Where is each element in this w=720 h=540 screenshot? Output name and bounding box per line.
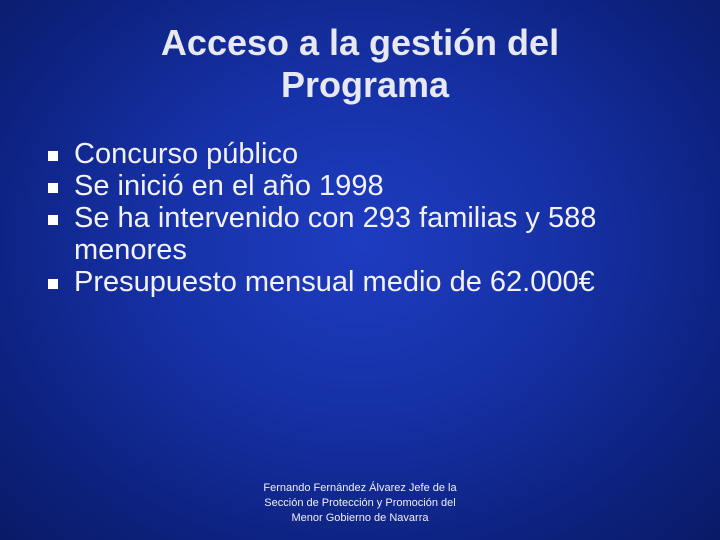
square-bullet-icon bbox=[48, 215, 58, 225]
square-bullet-icon bbox=[48, 183, 58, 193]
square-bullet-icon bbox=[48, 279, 58, 289]
title-line-1: Acceso a la gestión del bbox=[160, 22, 560, 63]
title-line-2: Programa bbox=[280, 64, 450, 105]
bullet-text: Presupuesto mensual medio de 62.000€ bbox=[74, 266, 595, 298]
bullet-list bbox=[48, 138, 688, 298]
footer-credit bbox=[240, 481, 480, 526]
bullet-item bbox=[48, 170, 688, 202]
square-bullet-icon bbox=[48, 151, 58, 161]
footer-line-1: Fernando Fernández Álvarez Jefe de la bbox=[263, 482, 457, 494]
bullet-text: Se ha intervenido con 293 familias y 588 menores bbox=[74, 202, 597, 266]
bullet-text: Se inició en el año 1998 bbox=[74, 170, 384, 202]
footer-line-3: Menor Gobierno de Navarra bbox=[291, 512, 429, 524]
footer-line-2: Sección de Protección y Promoción del bbox=[264, 497, 456, 509]
slide-title bbox=[0, 22, 720, 106]
bullet-item bbox=[48, 138, 688, 170]
bullet-item bbox=[48, 202, 688, 266]
bullet-item bbox=[48, 266, 688, 298]
bullet-text: Concurso público bbox=[74, 138, 299, 170]
